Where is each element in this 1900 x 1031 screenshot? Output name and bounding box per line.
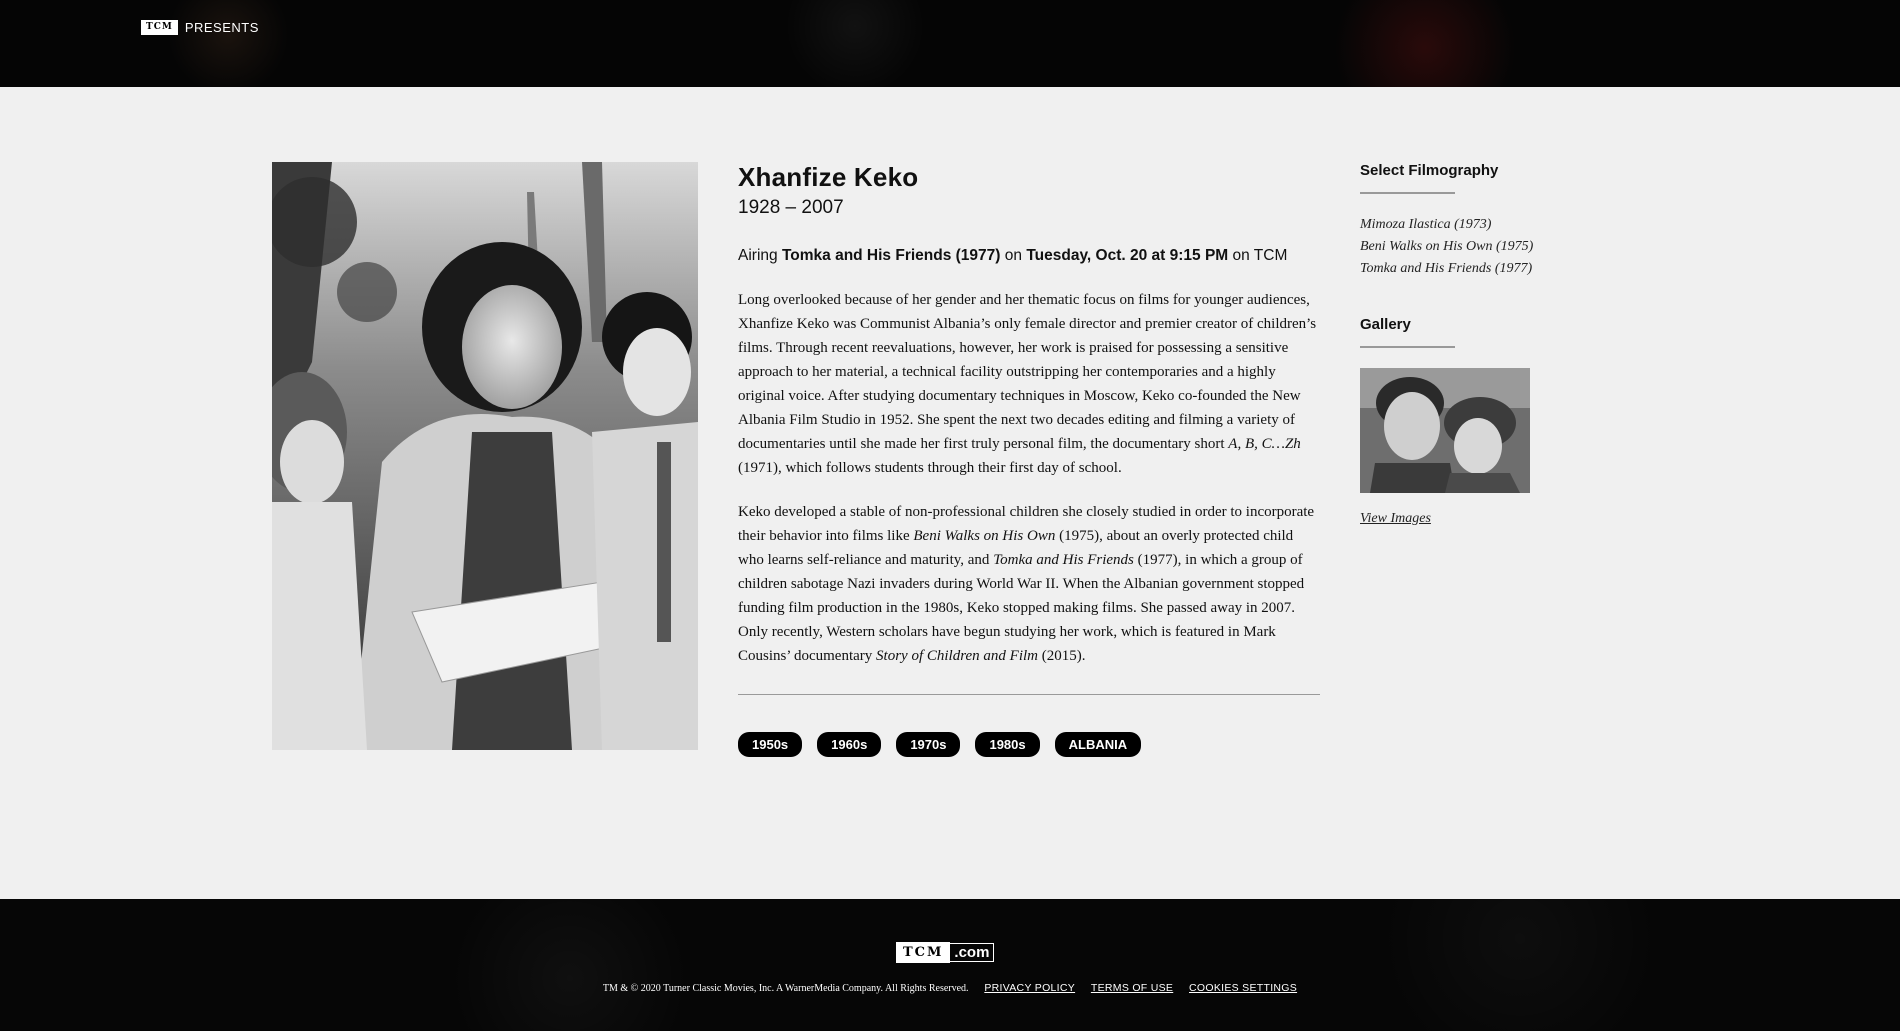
gallery-thumbnail[interactable] <box>1360 368 1530 493</box>
airing-datetime: Tuesday, Oct. 20 at 9:15 PM <box>1026 247 1229 264</box>
footer-legal <box>0 982 1900 994</box>
tcm-com-logo[interactable] <box>896 942 994 963</box>
bio-p1-text-2: (1971), which follows students through their first day of school. <box>738 460 1122 476</box>
presents-label: PRESENTS <box>184 20 259 35</box>
sidebar <box>1360 160 1580 527</box>
tag-1970s[interactable]: 1970s <box>896 732 960 757</box>
tag-1950s[interactable]: 1950s <box>738 732 802 757</box>
gallery-section <box>1360 314 1580 527</box>
film-link-tomka-and-his-friends[interactable]: Tomka and His Friends (1977) <box>1360 261 1533 276</box>
tcm-logo-badge: TCM <box>141 20 178 35</box>
airing-suffix: on TCM <box>1232 247 1288 264</box>
privacy-policy-link[interactable]: PRIVACY POLICY <box>984 982 1076 994</box>
filmography-heading: Select Filmography <box>1360 162 1499 179</box>
content-divider <box>738 694 1320 695</box>
bio-paragraph-1 <box>738 288 1320 480</box>
terms-of-use-link[interactable]: TERMS OF USE <box>1090 982 1174 994</box>
director-portrait-photo <box>272 162 698 750</box>
view-images-link[interactable]: View Images <box>1360 511 1431 526</box>
director-lifespan: 1928 – 2007 <box>738 197 844 218</box>
bio-p1-film-title: A, B, C…Zh <box>1228 436 1301 452</box>
bio-p2-film-title-2: Tomka and His Friends <box>993 552 1134 568</box>
cookies-settings-link[interactable]: COOKIES SETTINGS <box>1189 982 1298 994</box>
gallery-rule <box>1360 346 1455 348</box>
footer-tcm-badge: TCM <box>896 942 950 963</box>
airing-film-title: Tomka and His Friends (1977) <box>781 247 1001 264</box>
bio-p1-text-1: Long overlooked because of her gender and her thematic focus on films for younger audiences, Xhanfize Keko was Communist Albania’s only female director and premier creator of children’s films. Through recent reevaluations, however, her work is praised for possessing a sensitive approach to her material, a technical facility outstripping her contemporaries and a highly original voice. After studying documentary techniques in Moscow, Keko co-founded the New Albania Film Studio in 1952. She spent the next two decades editing and filming a variety of documentaries until she made her first truly personal film, the documentary short <box>738 292 1317 452</box>
decade-tags <box>738 732 1320 757</box>
airing-prefix: Airing <box>738 247 778 264</box>
filmography-rule <box>1360 192 1455 194</box>
bio-p2-text-4: (2015). <box>1038 648 1086 664</box>
bio-p2-text-3: (1977), in which a group of children sabotage Nazi invaders during World War II. When the Albanian government stopped funding film production in the 1980s, Keko stopped making films. She passed away in 2007. Only recently, Western scholars have begun studying her work, which is featured in Mark Cousins’ documentary <box>738 552 1305 664</box>
film-link-mimoza-ilastica[interactable]: Mimoza Ilastica (1973) <box>1360 217 1492 232</box>
director-bio-section <box>738 160 1320 757</box>
gallery-heading: Gallery <box>1360 316 1411 333</box>
bio-p2-text-2: (1975), about an overly protected child who learns self-reliance and maturity, and <box>738 528 1294 568</box>
director-name-heading: Xhanfize Keko <box>738 162 919 192</box>
bio-p2-film-title-1: Beni Walks on His Own <box>913 528 1056 544</box>
tcm-presents-logo[interactable] <box>141 20 259 35</box>
tag-albania[interactable]: ALBANIA <box>1055 732 1142 757</box>
footer <box>0 899 1900 1031</box>
tag-1960s[interactable]: 1960s <box>817 732 881 757</box>
bio-p2-text-1: Keko developed a stable of non-professional children she closely studied in order to incorporate their behavior into films like <box>738 504 1315 544</box>
filmography-list <box>1360 214 1580 280</box>
film-link-beni-walks-on-his-own[interactable]: Beni Walks on His Own (1975) <box>1360 239 1534 254</box>
footer-dotcom: .com <box>950 943 994 962</box>
tag-1980s[interactable]: 1980s <box>975 732 1039 757</box>
airing-info <box>738 246 1320 266</box>
top-header-bar <box>0 0 1900 87</box>
biography-text <box>738 288 1320 668</box>
bio-paragraph-2 <box>738 500 1320 668</box>
airing-on: on <box>1004 247 1023 264</box>
copyright-text: TM & © 2020 Turner Classic Movies, Inc. A WarnerMedia Company. All Rights Reserved. <box>602 983 969 994</box>
bio-p2-film-title-3: Story of Children and Film <box>876 648 1038 664</box>
